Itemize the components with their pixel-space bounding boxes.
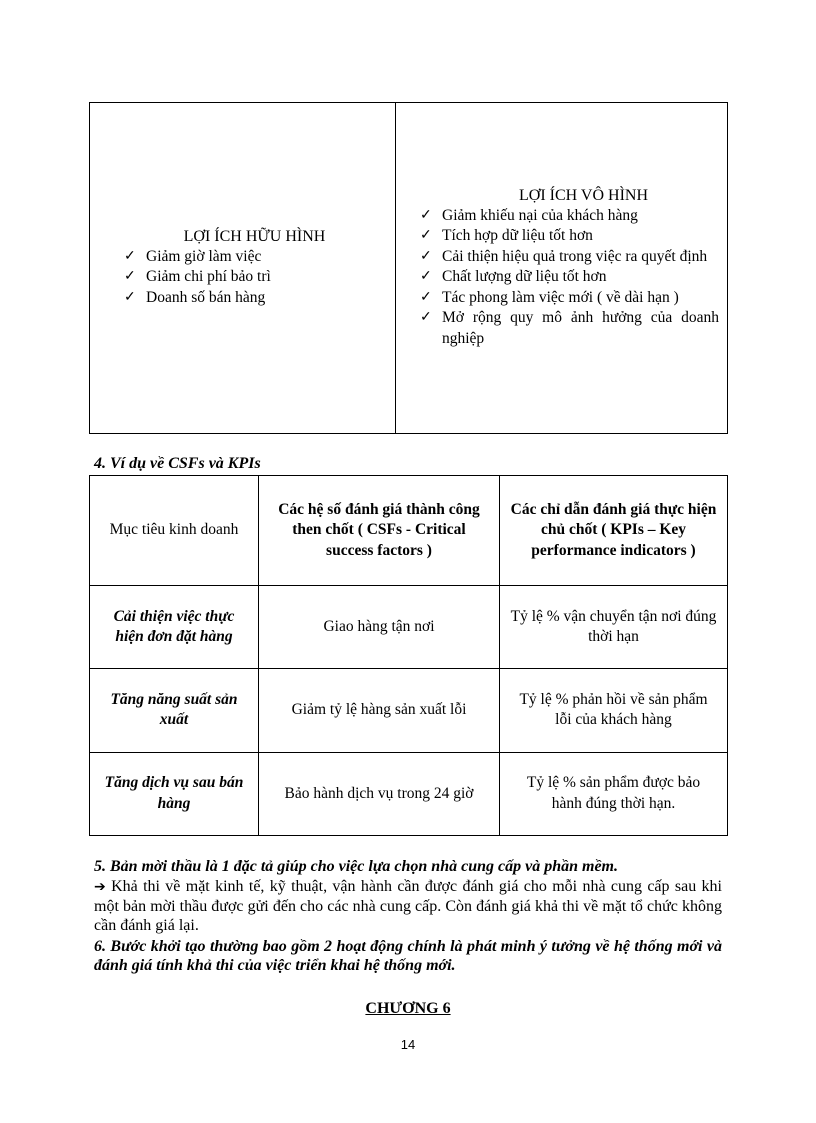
list-item: ✓ Doanh số bán hàng: [122, 288, 387, 309]
csf-cell: Giao hàng tận nơi: [259, 585, 500, 668]
table-row: [90, 585, 728, 668]
csf-cell: Giảm tỷ lệ hàng sản xuất lỗi: [259, 669, 500, 752]
goal-cell: Tăng dịch vụ sau bán hàng: [90, 752, 259, 835]
table-header-row: [90, 476, 728, 586]
table-row: [90, 752, 728, 835]
table-row: [90, 669, 728, 752]
section-5-text: Khả thi về mặt kinh tế, kỹ thuật, vận hành cần được đánh giá cho mỗi nhà cung cấp sau khi một bản mời thầu được gửi đến cho các nhà cung cấp. Còn đánh giá khả thi về mặt tổ chức không cần đánh giá lại.: [94, 878, 722, 934]
csf-kpi-table: [89, 475, 728, 836]
list-item: ✓ Tích hợp dữ liệu tốt hơn: [418, 226, 719, 247]
page-number: 14: [400, 1037, 416, 1052]
kpi-cell: Tỷ lệ % sản phẩm được bảo hành đúng thời hạn.: [500, 752, 728, 835]
list-item: ✓ Giảm khiếu nại của khách hàng: [418, 206, 719, 227]
header-business-goal: Mục tiêu kinh doanh: [90, 476, 259, 586]
goal-cell: Tăng năng suất sản xuất: [90, 669, 259, 752]
kpi-cell: Tỷ lệ % phản hồi về sản phẩm lỗi của khách hàng: [500, 669, 728, 752]
check-icon: ✓: [420, 310, 432, 326]
section-4-heading: 4. Ví dụ về CSFs và KPIs: [94, 455, 261, 472]
header-kpi: Các chỉ dẫn đánh giá thực hiện chủ chốt ( KPIs – Key performance indicators ): [500, 476, 728, 586]
list-item: ✓ Mở rộng quy mô ảnh hưởng của doanh nghiệp: [420, 309, 719, 347]
tangible-benefits-cell: [90, 103, 396, 434]
check-icon: ✓: [124, 269, 136, 285]
list-item: ✓ Cải thiện hiệu quả trong việc ra quyết định: [418, 247, 719, 268]
intangible-benefits-title: LỢI ÍCH VÔ HÌNH: [518, 186, 649, 204]
section-6-text: 6. Bước khởi tạo thường bao gồm 2 hoạt động chính là phát minh ý tưởng về hệ thống mới và đánh giá tính khả thi của việc triển khai hệ thống mới.: [94, 938, 722, 974]
check-icon: ✓: [124, 289, 136, 305]
check-icon: ✓: [124, 248, 136, 264]
benefits-table: [89, 102, 728, 434]
check-icon: ✓: [420, 289, 432, 305]
section-5-heading: 5. Bản mời thầu là 1 đặc tả giúp cho việc lựa chọn nhà cung cấp và phần mềm.: [94, 858, 618, 875]
check-icon: ✓: [420, 228, 432, 244]
check-icon: ✓: [420, 269, 432, 285]
list-item: ✓ Chất lượng dữ liệu tốt hơn: [418, 267, 719, 288]
chapter-title: CHƯƠNG 6: [365, 1000, 451, 1017]
kpi-cell: Tỷ lệ % vận chuyển tận nơi đúng thời hạn: [500, 585, 728, 668]
tangible-benefits-list: [98, 247, 387, 309]
tangible-benefits-title: LỢI ÍCH HỮU HÌNH: [183, 227, 326, 245]
check-icon: ✓: [420, 248, 432, 264]
intangible-benefits-cell: [396, 103, 728, 434]
header-csf: Các hệ số đánh giá thành công then chốt ( CSFs - Critical success factors ): [259, 476, 500, 586]
list-item: ✓ Tác phong làm việc mới ( về dài hạn ): [418, 288, 719, 309]
list-item: ✓ Giảm giờ làm việc: [122, 247, 387, 268]
arrow-right-icon: ➔: [94, 879, 106, 895]
check-icon: ✓: [420, 207, 432, 223]
goal-cell: Cải thiện việc thực hiện đơn đặt hàng: [90, 585, 259, 668]
csf-cell: Bảo hành dịch vụ trong 24 giờ: [259, 752, 500, 835]
intangible-benefits-list: [418, 206, 719, 350]
list-item: ✓ Giảm chi phí bảo trì: [122, 267, 387, 288]
section-5-body: [94, 877, 722, 935]
